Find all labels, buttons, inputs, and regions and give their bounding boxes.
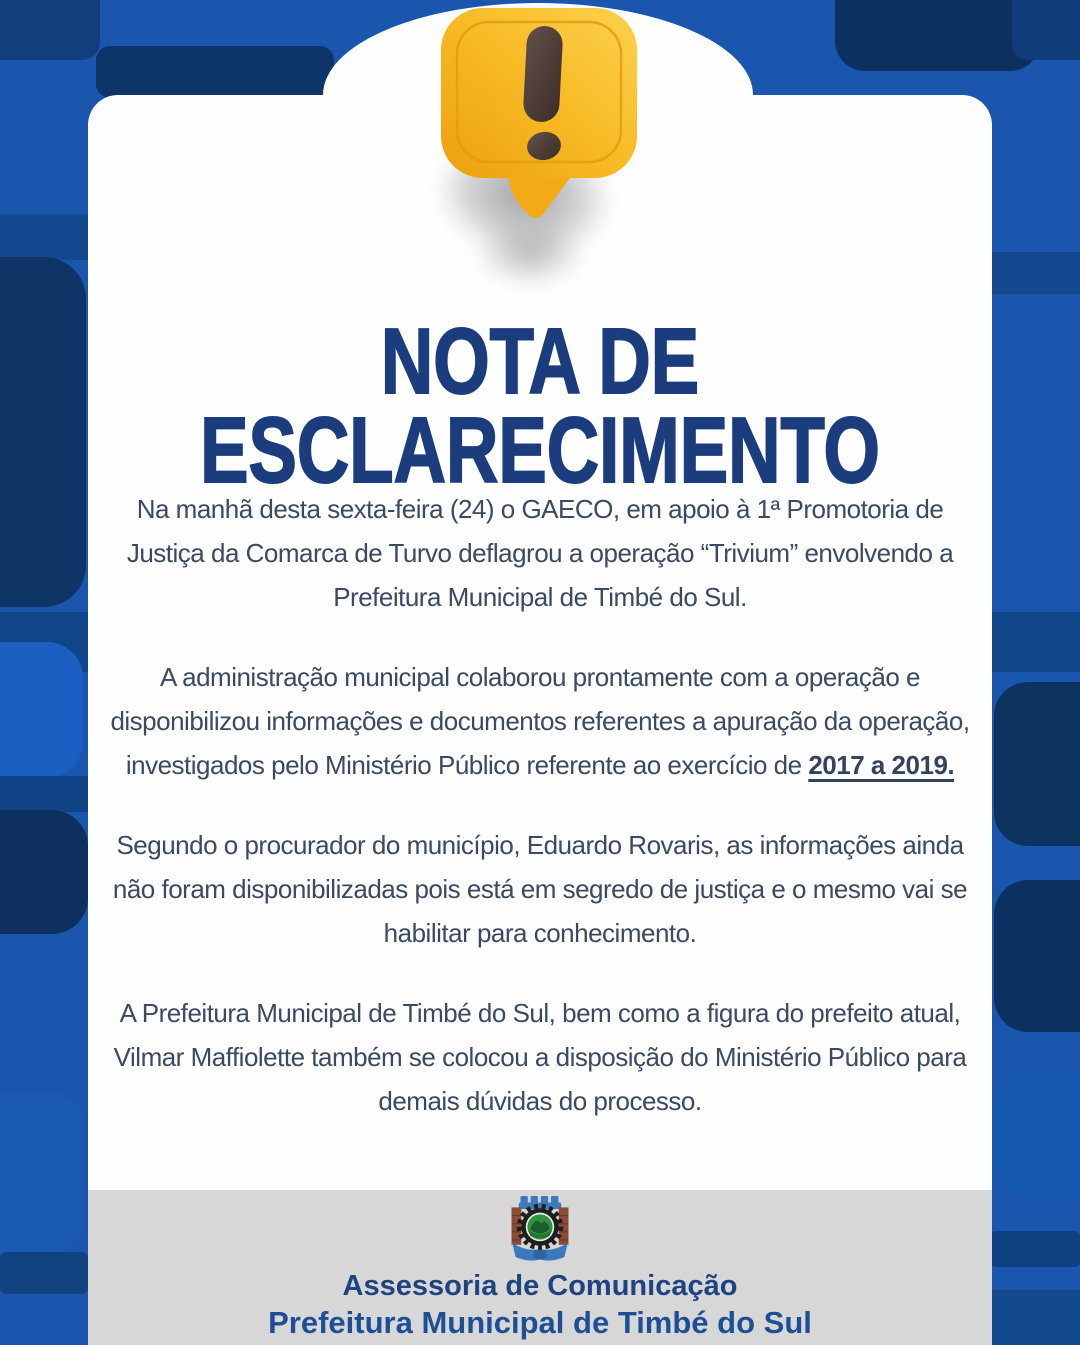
background-shape — [0, 810, 88, 934]
body-paragraph — [98, 487, 982, 619]
body-paragraph — [98, 823, 982, 955]
note-title-line1: NOTA DE — [380, 309, 700, 414]
paragraph-text: Na manhã desta sexta-feira (24) o GAECO, em apoio à 1ª Promotoria de Justiça da Comarca de Turvo deflagrou a operação “Trivium” envolvendo a Prefeitura Municipal de Timbé do Sul. — [126, 494, 954, 612]
body-paragraph — [98, 991, 982, 1123]
paragraph-text: A administração municipal colaborou prontamente com a operação e disponibilizou informações e documentos referentes a apuração da operação, investigados pelo Ministério Público referente ao exercício de — [110, 662, 970, 780]
background-shape — [0, 642, 83, 778]
paragraph-text: A Prefeitura Municipal de Timbé do Sul, bem como a figura do prefeito atual, Vilmar Maffiolette também se colocou a disposição do Ministério Público para demais dúvidas do processo. — [113, 998, 967, 1116]
body-paragraph — [98, 655, 982, 787]
paragraph-text: Segundo o procurador do município, Eduardo Rovaris, as informações ainda não foram disponibilizadas pois está em segredo de justiça e o mesmo vai se habilitar para conhecimento. — [112, 830, 968, 948]
background-shape — [0, 0, 100, 60]
background-shape — [96, 46, 334, 98]
note-card — [88, 95, 992, 1345]
background-shape — [0, 1092, 84, 1254]
background-shape — [835, 0, 1040, 71]
exclamation-speech-bubble-icon — [433, 4, 645, 222]
footer — [88, 1190, 992, 1345]
footer-municipality: Prefeitura Municipal de Timbé do Sul — [268, 1305, 812, 1341]
municipal-coat-of-arms-icon — [497, 1196, 583, 1266]
background-shape — [990, 252, 1080, 294]
background-shape — [0, 776, 90, 812]
underlined-years: 2017 a 2019. — [808, 750, 955, 780]
background-shape — [994, 880, 1080, 1032]
note-body — [98, 487, 982, 1123]
background-shape — [994, 682, 1080, 846]
background-shape — [990, 1231, 1080, 1267]
background-shape — [1012, 0, 1080, 60]
background-shape — [0, 214, 90, 260]
note-title — [187, 309, 892, 502]
background-shape — [994, 1071, 1080, 1195]
footer-department: Assessoria de Comunicação — [342, 1270, 738, 1302]
background-shape — [990, 1290, 1080, 1345]
background-shape — [0, 1252, 88, 1294]
note-title-line2: ESCLARECIMENTO — [200, 397, 880, 502]
background-shape — [0, 257, 86, 607]
